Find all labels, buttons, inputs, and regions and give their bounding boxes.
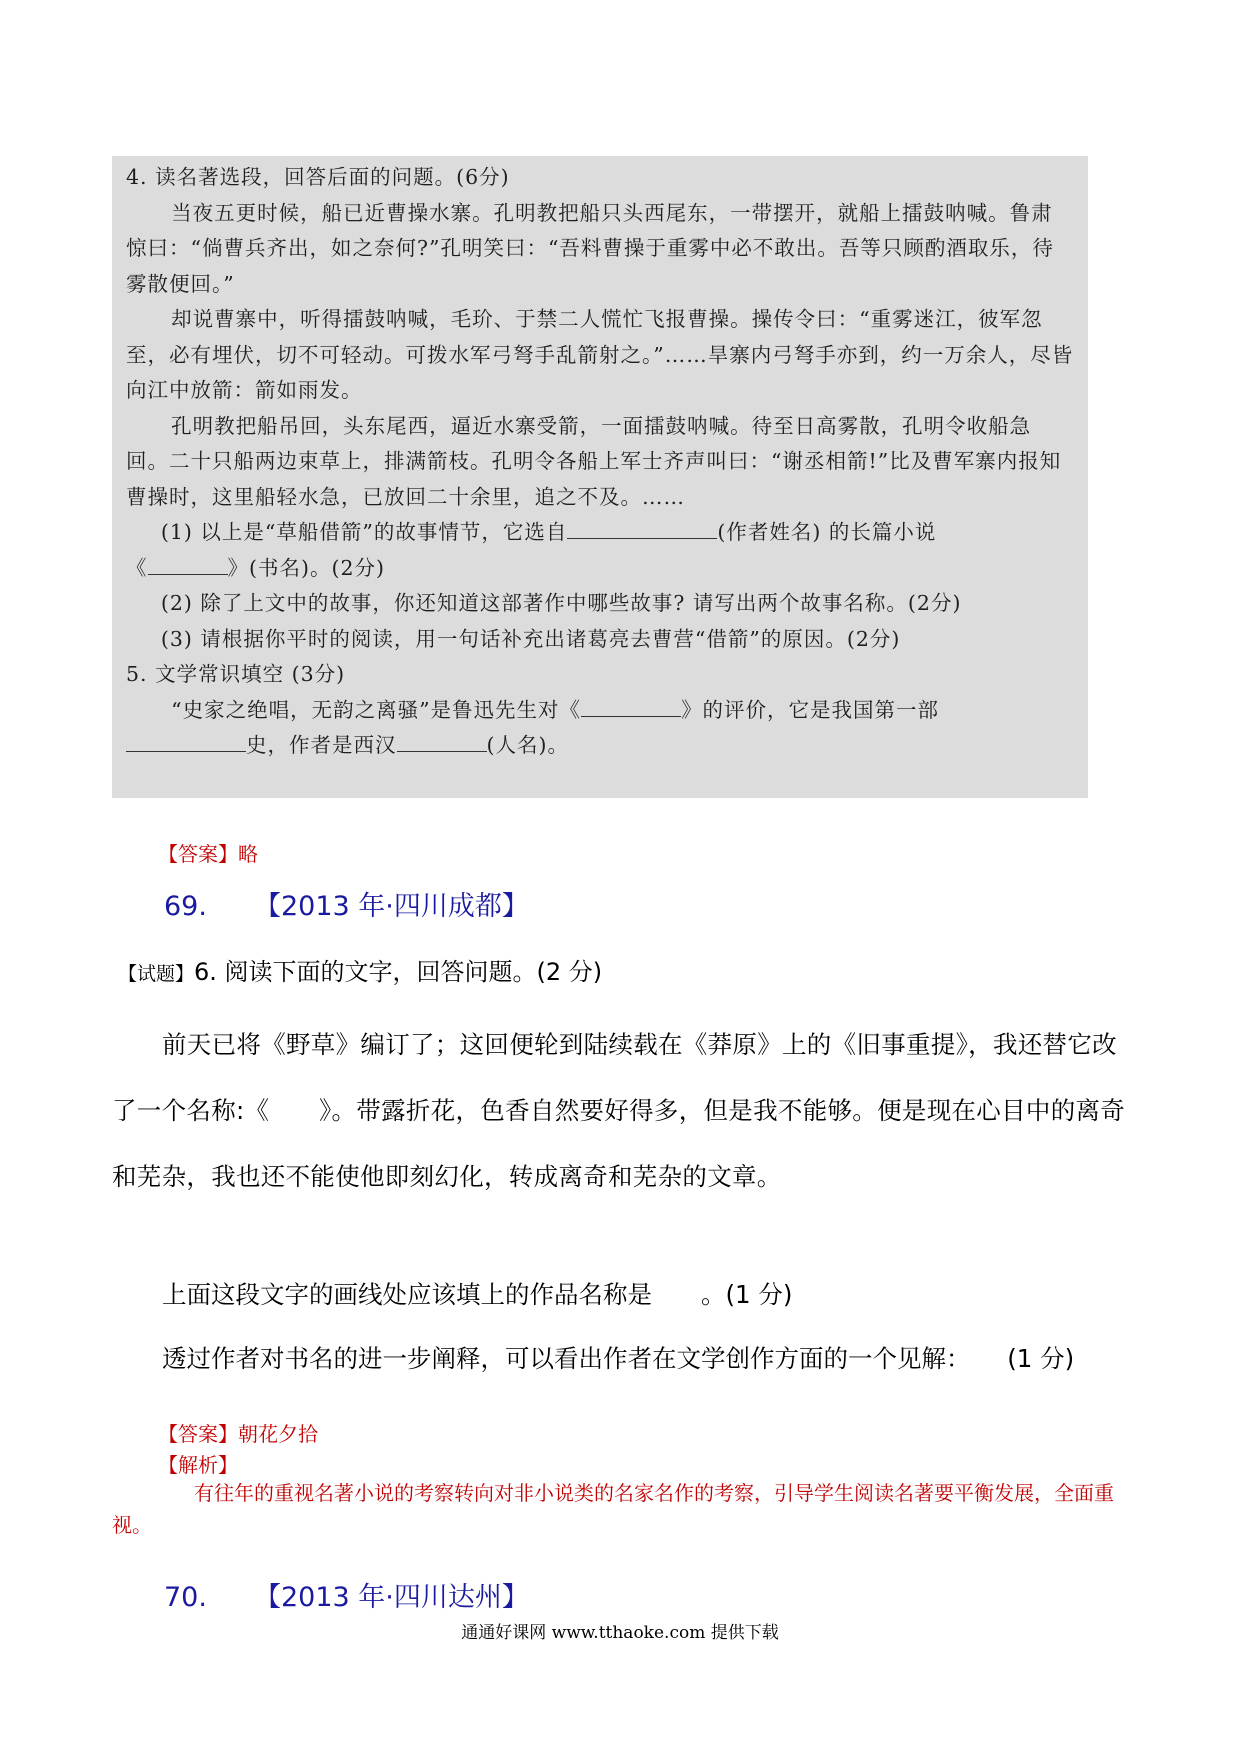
- fill-blank: [148, 553, 228, 575]
- excerpt-paragraph-3: 孔明教把船吊回，头东尾西，逼近水寨受箭，一面擂鼓呐喊。待至日高雾散，孔明令收船急回。二十只船两边束草上，排满箭枝。孔明令各船上军士齐声叫曰：“谢丞相箭!”比及曹军寨内报知曹操时，这里船轻水急，已放回二十余里，追之不及。……: [126, 413, 1062, 509]
- excerpt-paragraph-1: 当夜五更时候，船已近曹操水寨。孔明教把船只头西尾东，一带摆开，就船上擂鼓呐喊。鲁肃惊曰：“倘曹兵齐出，如之奈何?”孔明笑曰：“吾料曹操于重雾中必不敢出。吾等只顾酌酒取乐，待雾散便回。”: [126, 200, 1054, 296]
- sub-question-fill-title: 上面这段文字的画线处应该填上的作品名称是 。(1 分): [162, 1280, 793, 1309]
- item-number: 70.: [164, 1582, 207, 1613]
- answer-block: [158, 838, 258, 867]
- analysis-text: 有往年的重视名著小说的考察转向对非小说类的名家名作的考察，引导学生阅读名著要平衡发展，全面重视。: [112, 1481, 1114, 1537]
- item-heading-69: [164, 884, 529, 923]
- question-5-line-1: “史家之绝唱，无韵之离骚”是鲁迅先生对《 》的评价，它是我国第一部: [126, 693, 1074, 729]
- analysis-label: 【解析】: [158, 1453, 238, 1477]
- question-5-line-2: 史，作者是西汉 (人名)。: [126, 728, 1074, 764]
- sub-question-1: (1) 以上是“草船借箭”的故事情节，它选自 (作者姓名) 的长篇小说: [126, 515, 1074, 551]
- question-4-title: 4. 读名著选段，回答后面的问题。(6分): [126, 165, 510, 189]
- question-title: 【试题】6. 阅读下面的文字，回答问题。(2 分): [118, 958, 603, 986]
- item-title: 【2013 年·四川达州】: [254, 1582, 529, 1613]
- fill-blank: [567, 518, 717, 540]
- scanned-exam-image: [112, 156, 1088, 798]
- fill-blank: [581, 695, 681, 717]
- fill-blank: [397, 731, 487, 753]
- excerpt-paragraph-2: 却说曹寨中，听得擂鼓呐喊，毛玠、于禁二人慌忙飞报曹操。操传令曰：“重雾迷江，彼军忽至，必有埋伏，切不可轻动。可拨水军弓弩手乱箭射之。”……旱寨内弓弩手亦到，约一万余人，尽皆向江中放箭：箭如雨发。: [126, 307, 1074, 402]
- sub-question-1-cont: 《 》(书名)。(2分): [126, 551, 1074, 587]
- sub-question-3: (3) 请根据你平时的阅读，用一句话补充出诸葛亮去曹营“借箭”的原因。(2分): [160, 626, 901, 651]
- fill-blank: [126, 731, 246, 753]
- item-title: 【2013 年·四川成都】: [254, 891, 529, 922]
- answer-block: [158, 1418, 318, 1447]
- question-tag: 【试题】: [118, 963, 195, 985]
- sub-question-insight: 透过作者对书名的进一步阐释，可以看出作者在文学创作方面的一个见解： (1 分): [162, 1344, 1075, 1373]
- reading-passage: 前天已将《野草》编订了；这回便轮到陆续载在《莽原》上的《旧事重提》，我还替它改了一个名称:《 》。带露折花，色香自然要好得多，但是我不能够。便是现在心目中的离奇和芜杂，我也还不能使他即刻幻化，转成离奇和芜杂的文章。: [112, 1030, 1126, 1191]
- answer-text: 朝花夕拾: [238, 1422, 318, 1446]
- question-5-title: 5. 文学常识填空 (3分): [126, 662, 346, 686]
- answer-text: 略: [238, 842, 258, 866]
- sub-question-2: (2) 除了上文中的故事，你还知道这部著作中哪些故事? 请写出两个故事名称。(2分): [160, 591, 962, 615]
- page-footer: 通通好课网 www.tthaoke.com 提供下载: [461, 1623, 779, 1643]
- answer-label: 【答案】: [158, 1422, 238, 1446]
- item-number: 69.: [164, 891, 207, 922]
- answer-label: 【答案】: [158, 842, 238, 866]
- item-heading-70: [164, 1575, 529, 1614]
